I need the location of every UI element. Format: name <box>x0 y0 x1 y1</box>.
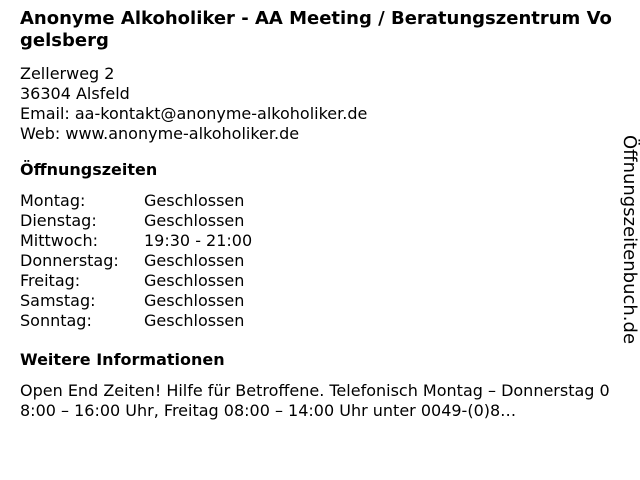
hours-day: Mittwoch: <box>20 231 98 250</box>
hours-time: Geschlossen <box>144 211 245 230</box>
hours-row-tuesday <box>20 211 624 231</box>
hours-time: Geschlossen <box>144 191 245 210</box>
opening-hours-table <box>20 191 624 331</box>
hours-time: Geschlossen <box>144 311 245 330</box>
hours-day: Samstag: <box>20 291 96 310</box>
opening-hours-heading: Öffnungszeiten <box>20 160 158 179</box>
site-watermark: Öffnungszeitenbuch.de <box>619 135 640 345</box>
hours-day: Dienstag: <box>20 211 97 230</box>
hours-day: Freitag: <box>20 271 81 290</box>
hours-row-monday <box>20 191 624 211</box>
hours-row-sunday <box>20 311 624 331</box>
address-block <box>20 64 624 144</box>
hours-row-saturday <box>20 291 624 311</box>
business-card <box>20 8 624 421</box>
address-web[interactable]: Web: www.anonyme-alkoholiker.de <box>20 124 300 143</box>
hours-row-wednesday <box>20 231 624 251</box>
address-street: Zellerweg 2 <box>20 64 115 83</box>
hours-time: Geschlossen <box>144 251 245 270</box>
address-city: 36304 Alsfeld <box>20 84 130 103</box>
hours-row-friday <box>20 271 624 291</box>
hours-time: Geschlossen <box>144 271 245 290</box>
address-email[interactable]: Email: aa-kontakt@anonyme-alkoholiker.de <box>20 104 368 123</box>
business-title: Anonyme Alkoholiker - AA Meeting / Beratungszentrum Vogelsberg <box>20 8 612 51</box>
more-info-text: Open End Zeiten! Hilfe für Betroffene. Telefonisch Montag – Donnerstag 08:00 – 16:00 Uhr, Freitag 08:00 – 14:00 Uhr unter 0049-(0)8… <box>20 381 610 420</box>
hours-row-thursday <box>20 251 624 271</box>
hours-day: Montag: <box>20 191 86 210</box>
more-info-heading: Weitere Informationen <box>20 350 225 369</box>
hours-time: Geschlossen <box>144 291 245 310</box>
hours-day: Sonntag: <box>20 311 92 330</box>
hours-time: 19:30 - 21:00 <box>144 231 253 250</box>
hours-day: Donnerstag: <box>20 251 119 270</box>
